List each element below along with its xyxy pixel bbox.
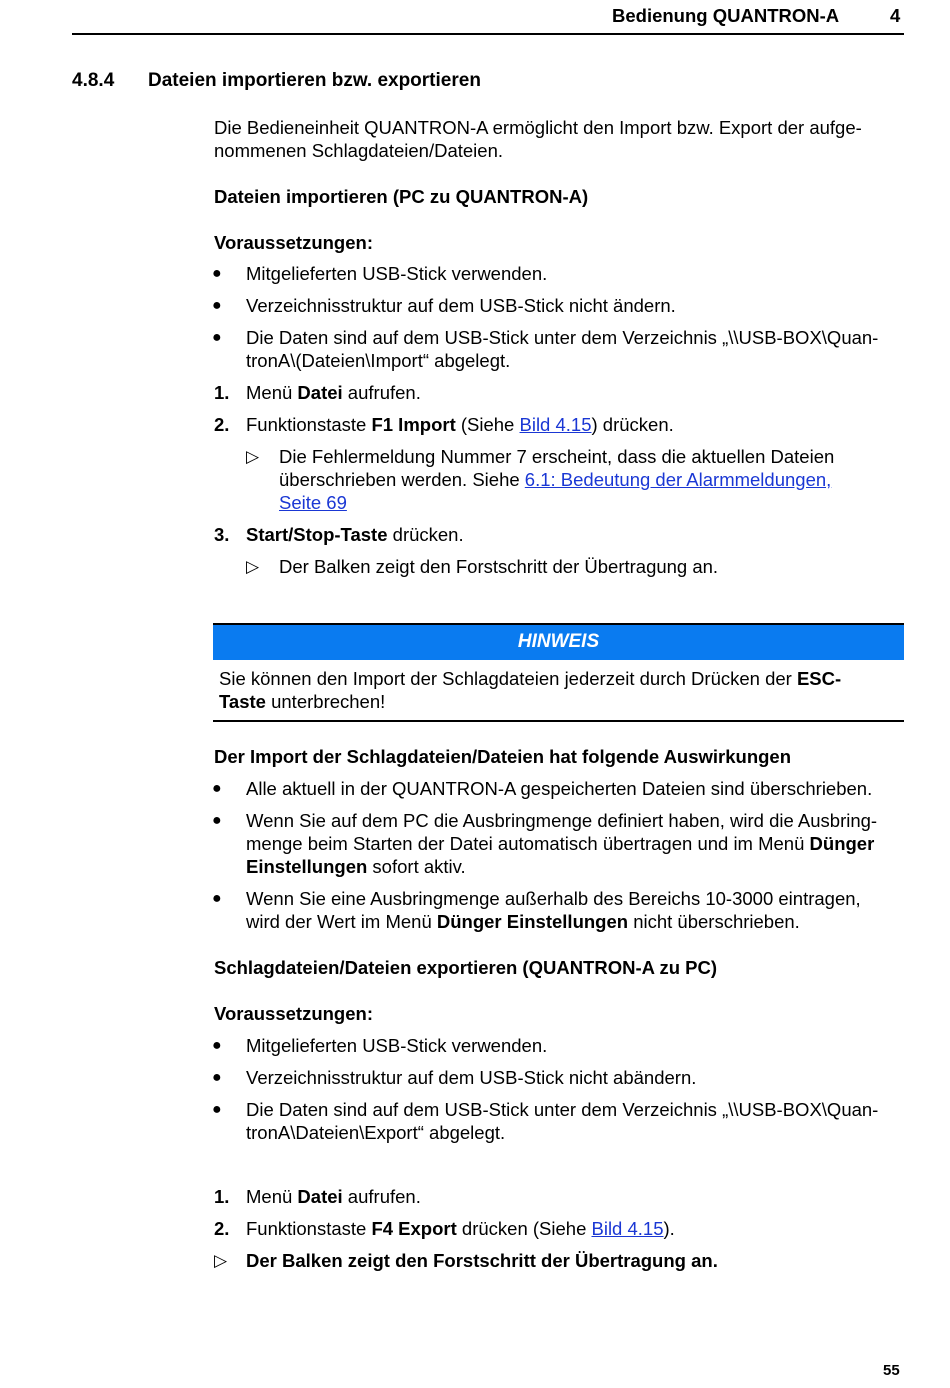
intro-line-2: nommenen Schlagdateien/Dateien. (214, 140, 503, 161)
bullet-icon: ● (212, 890, 222, 907)
bullet-icon: ● (212, 1069, 222, 1086)
import-step-3: Start/Stop-Taste drücken. (246, 524, 464, 545)
step-number: 2. (214, 1218, 230, 1239)
step-number: 2. (214, 414, 230, 435)
export-step-1: Menü Datei aufrufen. (246, 1186, 421, 1207)
effects-bullet-2-line-2: menge beim Starten der Datei automatisch übertragen und im Menü Dünger (246, 833, 875, 854)
figure-link[interactable]: Bild 4.15 (519, 414, 592, 435)
export-heading: Schlagdateien/Dateien exportieren (QUANTRON-A zu PC) (214, 957, 717, 978)
import-result-3: Der Balken zeigt den Forstschritt der Übertragung an. (279, 556, 719, 577)
export-bullet-2: Verzeichnisstruktur auf dem USB-Stick nicht abändern. (246, 1067, 697, 1088)
note-title: HINWEIS (517, 631, 600, 652)
import-bullet-2: Verzeichnisstruktur auf dem USB-Stick nicht ändern. (246, 295, 676, 316)
effects-bullet-2-line-1: Wenn Sie auf dem PC die Ausbringmenge definiert haben, wird die Ausbring- (246, 810, 878, 831)
alarm-section-link[interactable]: 6.1: Bedeutung der Alarmmeldungen, (524, 469, 832, 490)
note-rule (213, 720, 904, 722)
running-header-chapter: 4 (890, 5, 901, 26)
page-number: 55 (883, 1362, 900, 1379)
export-bullet-3-cont: tronA\Dateien\Export“ abgelegt. (246, 1122, 506, 1143)
bullet-icon: ● (212, 812, 222, 829)
import-prereq-label: Voraussetzungen: (214, 232, 373, 253)
step-number: 1. (214, 1186, 230, 1207)
bullet-icon: ● (212, 1101, 222, 1118)
bullet-icon: ● (212, 265, 222, 282)
import-result-2-line-2: überschrieben werden. Siehe 6.1: Bedeutung der Alarmmeldungen, (279, 469, 832, 490)
figure-link[interactable]: Bild 4.15 (591, 1218, 664, 1239)
note-text-line-2: Taste unterbrechen! (219, 691, 386, 712)
bullet-icon: ● (212, 1037, 222, 1054)
export-bullet-1: Mitgelieferten USB-Stick verwenden. (246, 1035, 548, 1056)
export-bullet-3: Die Daten sind auf dem USB-Stick unter dem Verzeichnis „\\USB-BOX\Quan- (246, 1099, 879, 1120)
step-number: 3. (214, 524, 230, 545)
header-rule (72, 33, 904, 35)
alarm-page-link[interactable]: Seite 69 (279, 492, 347, 513)
effects-bullet-3-line-2: wird der Wert im Menü Dünger Einstellungen nicht überschrieben. (246, 911, 800, 932)
note-header (213, 623, 904, 660)
export-step-2: Funktionstaste F4 Export drücken (Siehe Bild 4.15). (246, 1218, 675, 1239)
bullet-icon: ● (212, 297, 222, 314)
intro-line-1: Die Bedieneinheit QUANTRON-A ermöglicht den Import bzw. Export der aufge- (214, 117, 862, 138)
import-bullet-3-cont: tronA\(Dateien\Import“ abgelegt. (246, 350, 511, 371)
import-step-2: Funktionstaste F1 Import (Siehe Bild 4.15) drücken. (246, 414, 674, 435)
section-title: Dateien importieren bzw. exportieren (148, 70, 481, 91)
running-header-title: Bedienung QUANTRON-A (612, 5, 840, 26)
note-text-line-1: Sie können den Import der Schlagdateien jederzeit durch Drücken der ESC- (219, 668, 842, 689)
import-heading: Dateien importieren (PC zu QUANTRON-A) (214, 186, 589, 207)
step-number: 1. (214, 382, 230, 403)
bullet-icon: ● (212, 780, 222, 797)
export-prereq-label: Voraussetzungen: (214, 1003, 373, 1024)
export-result: Der Balken zeigt den Forstschritt der Übertragung an. (246, 1250, 718, 1271)
import-result-2-line-1: Die Fehlermeldung Nummer 7 erscheint, dass die aktuellen Dateien (279, 446, 835, 467)
effects-bullet-3-line-1: Wenn Sie eine Ausbringmenge außerhalb des Bereichs 10-3000 eintragen, (246, 888, 861, 909)
result-triangle-icon: ▷ (214, 1251, 228, 1270)
import-step-1: Menü Datei aufrufen. (246, 382, 421, 403)
result-triangle-icon: ▷ (246, 557, 260, 576)
result-triangle-icon: ▷ (246, 447, 260, 466)
effects-bullet-1: Alle aktuell in der QUANTRON-A gespeicherten Dateien sind überschrieben. (246, 778, 873, 799)
bullet-icon: ● (212, 329, 222, 346)
effects-bullet-2-line-3: Einstellungen sofort aktiv. (246, 856, 466, 877)
import-bullet-3: Die Daten sind auf dem USB-Stick unter dem Verzeichnis „\\USB-BOX\Quan- (246, 327, 879, 348)
import-bullet-1: Mitgelieferten USB-Stick verwenden. (246, 263, 548, 284)
effects-heading: Der Import der Schlagdateien/Dateien hat folgende Auswirkungen (214, 746, 792, 767)
import-result-2-line-3 (279, 491, 347, 514)
section-number: 4.8.4 (72, 70, 115, 91)
